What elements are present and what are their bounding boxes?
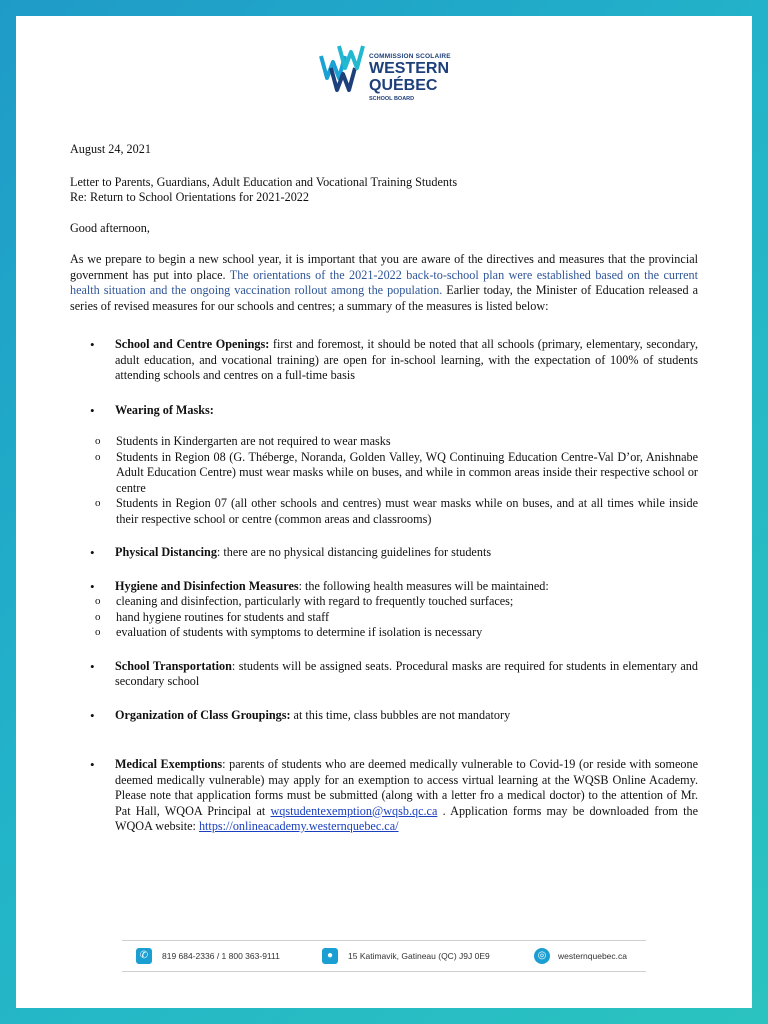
measure-title: School Transportation bbox=[115, 658, 232, 673]
measure-medical-exemptions bbox=[70, 757, 698, 835]
intro-text-c: Earlier today, the Minister of Education released a series of revised measures for our schools and centres; a summary of the measures is listed below: bbox=[70, 283, 698, 313]
measure-distancing bbox=[70, 545, 698, 561]
logo-quebec: QUÉBEC bbox=[369, 77, 438, 94]
contact-footer bbox=[122, 940, 646, 972]
measure-text: first and foremost, it should be noted that all schools (primary, elementary, secondary, adult education, and vocational training) are open for in-school learning, with the expectation of 100% of students attending schools and centres on a full-time basis bbox=[115, 337, 698, 382]
globe-icon: ◎ bbox=[534, 948, 550, 964]
wqoa-website-link[interactable]: https://onlineacademy.westernquebec.ca/ bbox=[198, 819, 399, 833]
measure-title: Physical Distancing bbox=[115, 545, 217, 559]
phone-icon: ✆ bbox=[136, 948, 152, 964]
measure-class-groupings bbox=[70, 708, 698, 724]
measure-text: : the following health measures will be maintained: bbox=[298, 578, 549, 593]
measure-title: School and Centre Openings: bbox=[115, 337, 270, 351]
measure-title: Organization of Class Groupings: bbox=[115, 707, 291, 722]
measure-text: : parents of students who are deemed medically vulnerable to Covid-19 (or reside with someone deemed medically vulnerable) may apply for an exemption to access virtual learning at the WQSB Online Academy. Please note that application forms must be submitted (along with a letter fro a medical doctor) to the attention of Mr. Pat Hall, WQOA Principal at bbox=[115, 757, 698, 818]
measure-masks bbox=[70, 403, 698, 528]
hygiene-sub-item: o hand hygiene routines for students and staff bbox=[70, 610, 698, 626]
intro-text-a: As we prepare to begin a new school year, it is important that you are aware of the directives and measures that the provincial government has put into place. bbox=[70, 252, 698, 282]
hygiene-sublist bbox=[70, 594, 698, 641]
location-pin-icon: ● bbox=[322, 948, 338, 964]
footer-phone: 819 684-2336 / 1 800 363-9111 bbox=[162, 951, 280, 961]
letter-greeting: Good afternoon, bbox=[70, 220, 150, 235]
measure-text: : students will be assigned seats. Procedural masks are required for students in elementary and secondary school bbox=[115, 658, 698, 688]
measures-list bbox=[70, 337, 698, 835]
logo-western: WESTERN bbox=[369, 60, 449, 77]
masks-sub-item: o Students in Region 08 (G. Théberge, Noranda, Golden Valley, WQ Continuing Education Centre-Val D’or, Anishnabe Adult Education Centre) must wear masks while on buses, and while in common areas inside their respective school or centre bbox=[70, 450, 698, 497]
measure-text: : there are no physical distancing guidelines for students bbox=[216, 545, 492, 559]
measure-title: Hygiene and Disinfection Measures bbox=[115, 578, 299, 593]
intro-paragraph bbox=[70, 252, 698, 314]
measure-hygiene bbox=[70, 579, 698, 641]
intro-text-highlight: The orientations of the 2021-2022 back-to-school plan were established based on the current health situation and the ongoing vaccination rollout among the population. bbox=[70, 267, 698, 297]
measure-text: at this time, class bubbles are not mandatory bbox=[290, 707, 511, 722]
hygiene-sub-item: o evaluation of students with symptoms to determine if isolation is necessary bbox=[70, 625, 698, 641]
footer-address: 15 Katimavik, Gatineau (QC) J9J 0E9 bbox=[348, 951, 490, 961]
letter-subject-line-2: Re: Return to School Orientations for 2021-2022 bbox=[70, 190, 309, 204]
hygiene-sub-item: o cleaning and disinfection, particularly with regard to frequently touched surfaces; bbox=[70, 594, 698, 610]
measure-title: Medical Exemptions bbox=[115, 757, 223, 771]
exemption-email-link[interactable]: wqstudentexemption@wqsb.qc.ca bbox=[270, 803, 438, 818]
measure-transportation bbox=[70, 659, 698, 690]
masks-sub-item: o Students in Region 07 (all other schools and centres) must wear masks while on buses, and at all times while inside their respective school or centre (common areas and classrooms) bbox=[70, 496, 698, 527]
measure-text-2: . Application forms may be downloaded from the WQOA website: bbox=[115, 803, 699, 833]
wq-logo-mark-icon bbox=[317, 36, 365, 102]
letter-subject-line-1: Letter to Parents, Guardians, Adult Education and Vocational Training Students bbox=[70, 174, 458, 189]
footer-website[interactable]: westernquebec.ca bbox=[558, 951, 627, 961]
logo-small-text: COMMISSION SCOLAIRE bbox=[369, 53, 451, 60]
masks-sub-item: o Students in Kindergarten are not required to wear masks bbox=[70, 434, 698, 450]
measure-school-openings bbox=[70, 337, 698, 384]
school-board-logo bbox=[317, 36, 477, 116]
letter-body bbox=[70, 142, 698, 835]
letter-date: August 24, 2021 bbox=[70, 142, 151, 156]
logo-school-board: SCHOOL BOARD bbox=[369, 96, 415, 102]
measure-title: Wearing of Masks: bbox=[115, 402, 214, 417]
masks-sublist bbox=[70, 434, 698, 527]
letter-page bbox=[16, 16, 752, 1008]
